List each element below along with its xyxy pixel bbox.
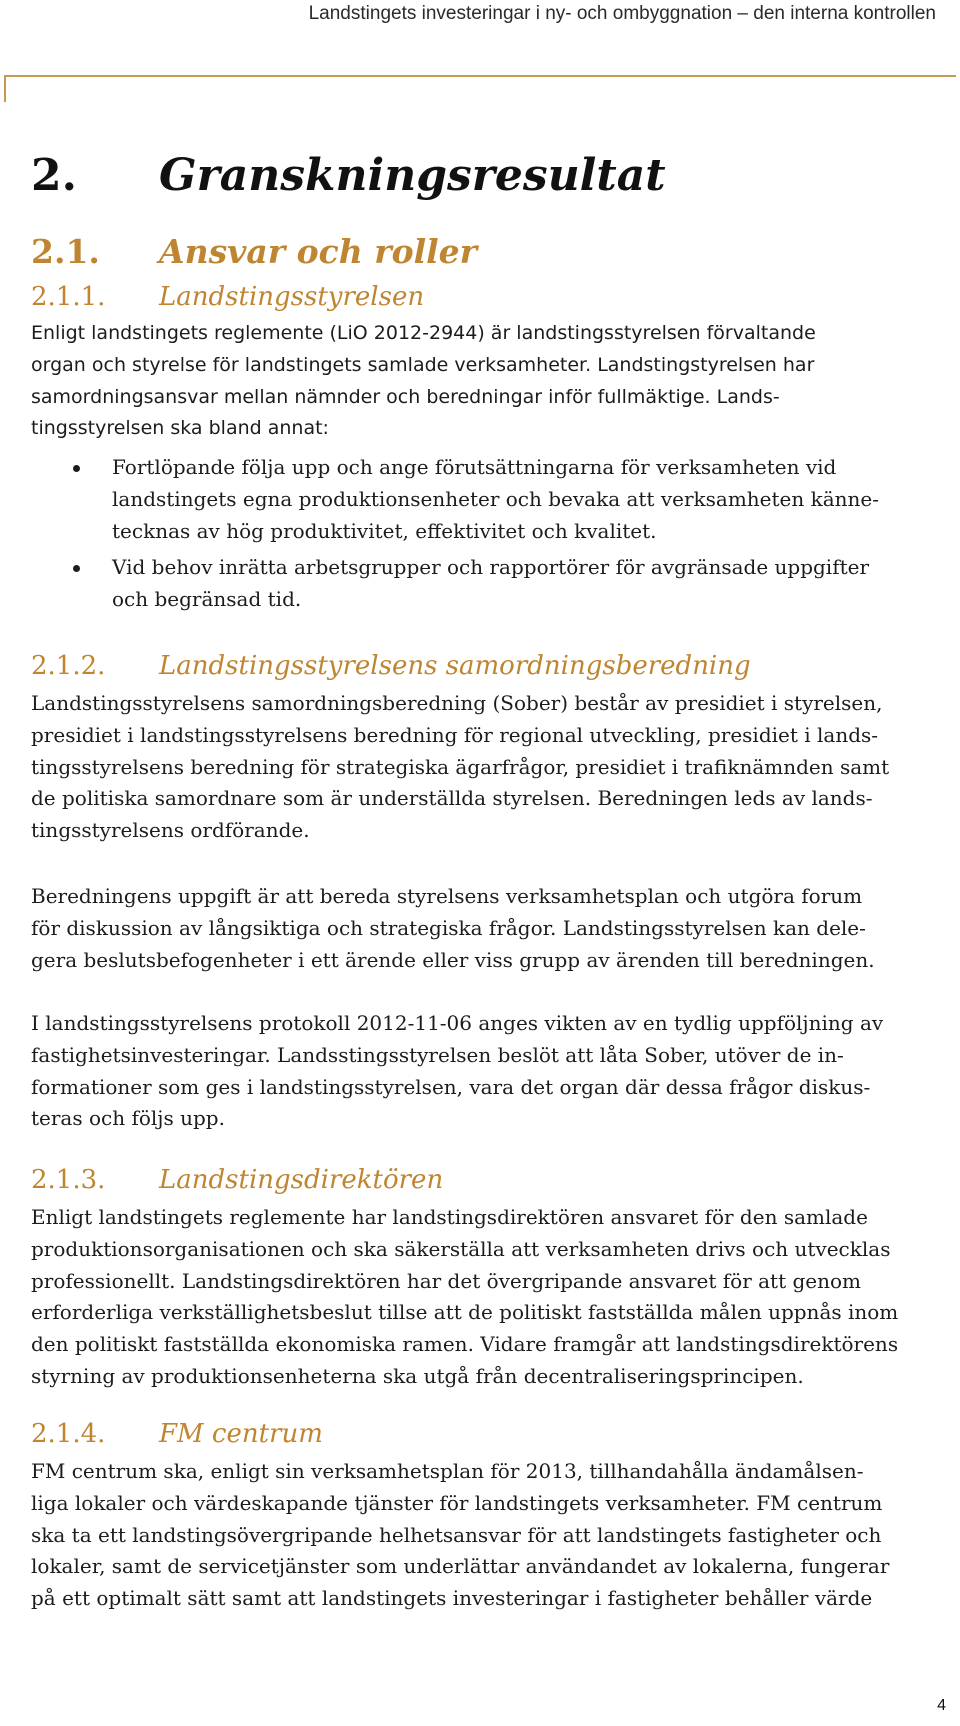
paragraph-landstingsstyrelsen [31, 318, 955, 445]
text-line: samordningsansvar mellan nämnder och beredningar inför fullmäktige. Lands- [31, 385, 780, 408]
bullet-item [31, 452, 955, 547]
section-number: 2.1. [31, 232, 100, 271]
bullet-item [31, 552, 955, 616]
text-line: Beredningens uppgift är att bereda styrelsens verksamhetsplan och utgöra forum [31, 884, 863, 908]
text-line: teras och följs upp. [31, 1106, 225, 1131]
subsection-number: 2.1.2. [31, 651, 106, 681]
header-rule [4, 75, 956, 77]
text-line: landstingets egna produktionsenheter och bevaka att verksamheten känne- [112, 486, 880, 511]
text-line: lokaler, samt de servicetjänster som underlättar användandet av lokalerna, fungerar [31, 1554, 890, 1579]
text-line: Fortlöpande följa upp och ange förutsättningarna för verksamheten vid [112, 455, 837, 479]
paragraph-fm-centrum [31, 1456, 955, 1615]
bullet-dot-icon [73, 565, 80, 572]
text-line: Vid behov inrätta arbetsgrupper och rapportörer för avgränsade uppgifter [112, 555, 870, 580]
bullet-list [31, 452, 955, 621]
subsection-number: 2.1.3. [31, 1165, 106, 1195]
text-line: erforderliga verkställighetsbeslut tillse att de politiskt fastställda målen uppnås inom [31, 1300, 899, 1325]
text-line: formationer som ges i landstingsstyrelsen, vara det organ där dessa frågor diskus- [31, 1074, 871, 1099]
paragraph-landstingsdirektoren [31, 1202, 955, 1393]
bullet-dot-icon [73, 465, 80, 472]
chapter-number: 2. [31, 150, 77, 201]
text-line: på ett optimalt sätt samt att landstingets investeringar i fastigheter behåller värde [31, 1586, 873, 1611]
text-line: FM centrum ska, enligt sin verksamhetsplan för 2013, tillhandahålla ändamålsen- [31, 1459, 864, 1483]
text-line: tingsstyrelsens beredning för strategiska ägarfrågor, presidiet i trafiknämnden samt [31, 754, 890, 779]
text-line: och begränsad tid. [112, 587, 302, 612]
text-line: Enligt landstingets reglemente (LiO 2012-2944) är landstingsstyrelsen förvaltande [31, 322, 816, 344]
subsection-number: 2.1.4. [31, 1419, 106, 1449]
subsection-title: Landstingsdirektören [159, 1165, 444, 1195]
text-line: liga lokaler och värdeskapande tjänster för landstingets verksamheter. FM centrum [31, 1490, 883, 1515]
text-line: ska ta ett landstingsövergripande helhetsansvar för att landstingets fastigheter och [31, 1522, 882, 1547]
subsection-title: Landstingsstyrelsen [159, 282, 425, 312]
page-number: 4 [937, 1697, 946, 1714]
text-line: tingsstyrelsen ska bland annat: [31, 417, 329, 440]
text-line: fastighetsinvesteringar. Landsstingsstyrelsen beslöt att låta Sober, utöver de in- [31, 1042, 844, 1067]
subsection-number: 2.1.1. [31, 282, 106, 312]
text-line: organ och styrelse för landstingets samlade verksamheter. Landstingstyrelsen har [31, 353, 815, 376]
text-line: för diskussion av långsiktiga och strategiska frågor. Landstingsstyrelsen kan dele- [31, 915, 866, 940]
text-line: styrning av produktionsenheterna ska utgå från decentraliseringsprincipen. [31, 1363, 804, 1388]
text-line: produktionsorganisationen och ska säkerställa att verksamheten drivs och utvecklas [31, 1236, 891, 1261]
text-line: tingsstyrelsens ordförande. [31, 818, 310, 843]
text-line: de politiska samordnare som är underställda styrelsen. Beredningen leds av lands- [31, 786, 873, 811]
subsection-title: FM centrum [159, 1419, 323, 1449]
text-line: tecknas av hög produktivitet, effektivitet och kvalitet. [112, 518, 657, 543]
text-line: I landstingsstyrelsens protokoll 2012-11-06 anges vikten av en tydlig uppföljning av [31, 1011, 884, 1035]
paragraph-sober-task [31, 881, 955, 976]
section-title: Ansvar och roller [159, 232, 478, 271]
running-header: Landstingets investeringar i ny- och ombyggnation – den interna kontrollen [308, 3, 936, 24]
text-line: presidiet i landstingsstyrelsens beredning för regional utveckling, presidiet i lands- [31, 722, 879, 747]
header-rule-corner [4, 75, 6, 102]
subsection-title: Landstingsstyrelsens samordningsberedning [159, 651, 751, 681]
text-line: gera beslutsbefogenheter i ett ärende eller viss grupp av ärenden till beredningen. [31, 947, 875, 972]
text-line: den politiskt fastställda ekonomiska ramen. Vidare framgår att landstingsdirektörens [31, 1332, 899, 1357]
text-line: Landstingsstyrelsens samordningsberedning (Sober) består av presidiet i styrelsen, [31, 691, 883, 715]
text-line: Enligt landstingets reglemente har landstingsdirektören ansvaret för den samlade [31, 1205, 868, 1229]
text-line: professionellt. Landstingsdirektören har det övergripande ansvaret för att genom [31, 1268, 862, 1293]
chapter-title: Granskningsresultat [159, 150, 666, 201]
paragraph-sober-protocol [31, 1008, 955, 1135]
paragraph-sober-composition [31, 688, 955, 847]
